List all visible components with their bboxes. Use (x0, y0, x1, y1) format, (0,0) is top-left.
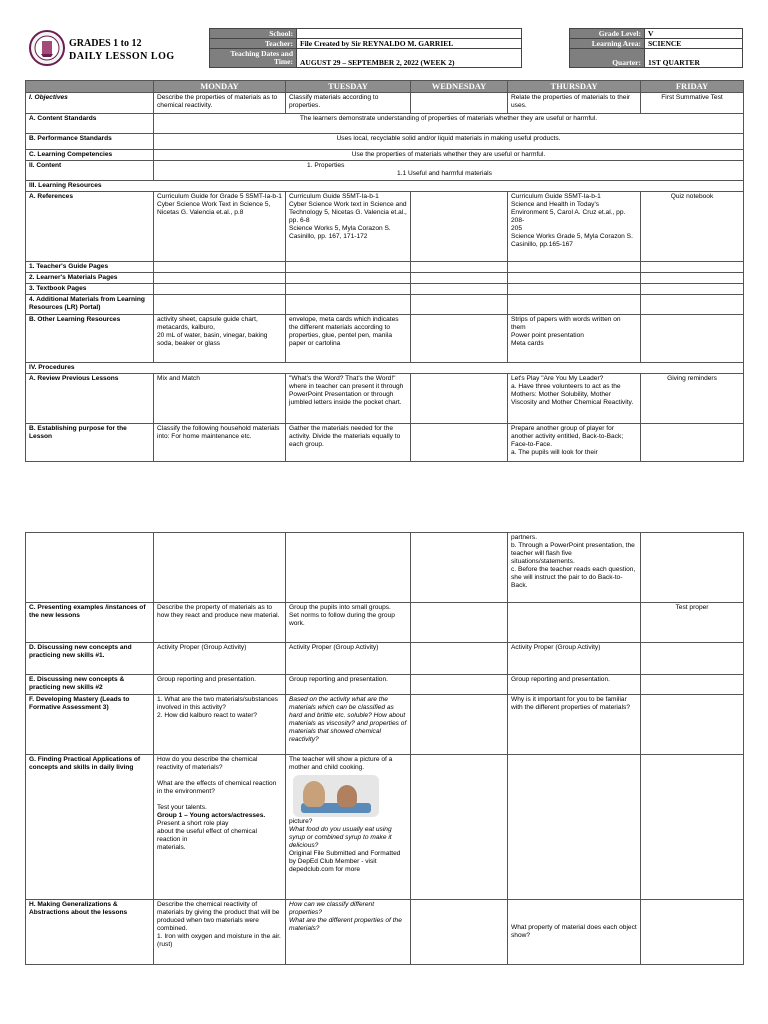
cell-monday: activity sheet, capsule guide chart, metacards, kalburo, 20 mL of water, basin, vinegar, baking soda, beaker or glass (154, 315, 286, 363)
cell-wednesday (411, 900, 508, 965)
cell-thursday: partners. b. Through a PowerPoint presentation, the teacher will flash five situations/statements. c. Before the teacher reads each question, she will instruct the pair to do Back-to-Back. (508, 533, 641, 603)
lesson-log-header (25, 28, 743, 72)
row-label: C. Learning Competencies (26, 150, 154, 161)
cell-monday: Classify the following household materials into: For home maintenance etc. (154, 424, 286, 462)
row-label: B. Establishing purpose for the Lesson (26, 424, 154, 462)
teachers-guide-row (26, 262, 744, 273)
cell-monday: Curriculum Guide for Grade 5 S5MT-Ia-b-1 Cyber Science Work Text in Science 5, Nicetas G. Valencia et.al., p.8 (154, 192, 286, 262)
day-header-wednesday: WEDNESDAY (411, 81, 508, 93)
cell-thursday: Activity Proper (Group Activity) (508, 643, 641, 675)
row-label: I. Objectives (26, 93, 154, 114)
row-label: B. Performance Standards (26, 134, 154, 150)
corner-header (26, 81, 154, 93)
cell-friday (641, 273, 744, 284)
cell-monday (154, 273, 286, 284)
cell-friday (641, 295, 744, 315)
cell-thursday: Curriculum Guide S5MT-Ia-b-1 Science and Health in Today's Environment 5, Carol A. Cruz et.al., pp. 208- 205 Science Works Grade 5, Myla Corazon S. Casinillo, pp.165-167 (508, 192, 641, 262)
cell-tuesday: Activity Proper (Group Activity) (286, 643, 411, 675)
cell-thursday: Group reporting and presentation. (508, 675, 641, 695)
lesson-log-table-page2 (25, 532, 744, 965)
applications-tuesday-intro: The teacher will show a picture of a mother and child cooking. (289, 756, 393, 772)
cell-wednesday (411, 295, 508, 315)
cell-friday: Giving reminders (641, 374, 744, 424)
applications-tuesday-prompt: What food do you usually eat using syrup or combined syrup to make it delicious? (289, 826, 392, 850)
day-header-friday: FRIDAY (641, 81, 744, 93)
row-label: D. Discussing new concepts and practicing new skills #1. (26, 643, 154, 675)
row-label (26, 533, 154, 603)
applications-monday-questions: How do you describe the chemical reactivity of materials? What are the effects of chemical reaction in the environment? Test your talents. (157, 756, 277, 812)
discussing-2-row (26, 675, 744, 695)
cell-friday: Quiz notebook (641, 192, 744, 262)
row-label: F. Developing Mastery (Leads to Formative Assessment 3) (26, 695, 154, 755)
cell-tuesday: envelope, meta cards which indicates the different materials according to properties, glue, pentel pen, manila paper or cartolina (286, 315, 411, 363)
row-label: A. References (26, 192, 154, 262)
cell-friday (641, 315, 744, 363)
performance-standards-row (26, 134, 744, 150)
cell-monday (154, 755, 286, 900)
content-standards-row (26, 114, 744, 134)
cell-wednesday (411, 315, 508, 363)
practical-applications-row (26, 755, 744, 900)
cell-tuesday: Classify materials according to properties. (286, 93, 411, 114)
cell-tuesday (286, 755, 411, 900)
cell-tuesday (286, 273, 411, 284)
cell-tuesday (286, 295, 411, 315)
cell-friday: Test proper (641, 603, 744, 643)
day-header-thursday: THURSDAY (508, 81, 641, 93)
cell-monday (154, 533, 286, 603)
cell-wednesday (411, 273, 508, 284)
cell-wednesday (411, 603, 508, 643)
procedures-row (26, 363, 744, 374)
content-row (26, 161, 744, 181)
references-row (26, 192, 744, 262)
cell-thursday (508, 295, 641, 315)
competencies-row (26, 150, 744, 161)
lesson-log-table-page1 (25, 80, 744, 462)
header-spacer (521, 39, 569, 49)
cell-wednesday (411, 284, 508, 295)
cell-wednesday (411, 675, 508, 695)
cell-thursday: Why is it important for you to be familiar with the different properties of materials? (508, 695, 641, 755)
mother-and-child-cooking-image (293, 775, 379, 817)
teaching-dates-label: Teaching Dates and Time: (210, 49, 297, 68)
form-title-line2: DAILY LESSON LOG (69, 51, 175, 62)
applications-tuesday-question: picture? (289, 818, 313, 826)
generalizations-row (26, 900, 744, 965)
cell-thursday: Let's Play "Are You My Leader? a. Have three volunteers to act as the Mothers: Mother Solubility, Mother Viscosity and Mother Chemical Reactivity. (508, 374, 641, 424)
cell-thursday (508, 603, 641, 643)
cell-friday (641, 424, 744, 462)
cell-tuesday: Based on the activity what are the materials which can be classified as hard and brittle etc. soluble? How about materials as viscosity? and properties of materials that showed chemical reactivity? (286, 695, 411, 755)
deped-seal-icon (29, 30, 65, 66)
additional-materials-row (26, 295, 744, 315)
cell-tuesday (286, 533, 411, 603)
cell-friday (641, 755, 744, 900)
content-cell (154, 161, 744, 181)
cell-monday (154, 295, 286, 315)
cell-wednesday (411, 533, 508, 603)
learning-resources-row (26, 181, 744, 192)
row-label: 3. Textbook Pages (26, 284, 154, 295)
row-label: 2. Learner's Materials Pages (26, 273, 154, 284)
teacher-value: File Created by Sir REYNALDO M. GARRIEL (297, 39, 522, 49)
discussing-1-row (26, 643, 744, 675)
row-label: C. Presenting examples /instances of the new lessons (26, 603, 154, 643)
competencies-text: Use the properties of materials whether they are useful or harmful. (154, 150, 744, 161)
cell-tuesday: Curriculum Guide S5MT-Ia-b-1 Cyber Science Work text in Science and Technology 5, Nicetas G. Valencia et.al., pp. 6-8 Science Works 5, Myla Corazon S. Casinillo, pp. 167, 171-172 (286, 192, 411, 262)
cell-thursday (508, 284, 641, 295)
performance-standards-text: Uses local, recyclable solid and/or liquid materials in making useful products. (154, 134, 744, 150)
textbook-row (26, 284, 744, 295)
cell-monday: 1. What are the two materials/substances involved in this activity? 2. How did kalburo react to water? (154, 695, 286, 755)
cell-tuesday: Group the pupils into small groups. Set norms to follow during the group work. (286, 603, 411, 643)
header-spacer (521, 29, 569, 39)
cell-thursday (508, 273, 641, 284)
cell-wednesday (411, 695, 508, 755)
cell-monday: Describe the chemical reactivity of materials by giving the product that will be produced when two materials were combined. 1. Iron with oxygen and moisture in the air. (rust) (154, 900, 286, 965)
cell-friday (641, 675, 744, 695)
row-label: 1. Teacher's Guide Pages (26, 262, 154, 273)
objectives-row (26, 93, 744, 114)
cell-friday: First Summative Test (641, 93, 744, 114)
cell-tuesday: Gather the materials needed for the activity. Divide the materials equally to each group. (286, 424, 411, 462)
applications-tuesday-credit: Original File Submitted and Formatted by DepEd Club Member - visit depedclub.com for more (289, 850, 401, 874)
quarter-label: Quarter: (570, 49, 645, 68)
content-standards-text: The learners demonstrate understanding of properties of materials whether they are useful or harmful. (154, 114, 744, 134)
day-header-row (26, 81, 744, 93)
grade-level-value: V (644, 29, 742, 39)
cell-wednesday (411, 643, 508, 675)
cell-wednesday (411, 374, 508, 424)
row-label: IV. Procedures (26, 363, 744, 374)
cell-friday (641, 533, 744, 603)
row-label: H. Making Generalizations & Abstractions about the lessons (26, 900, 154, 965)
establishing-purpose-row (26, 424, 744, 462)
row-label: 4. Additional Materials from Learning Resources (LR) Portal) (26, 295, 154, 315)
cell-wednesday (411, 192, 508, 262)
row-label: III. Learning Resources (26, 181, 744, 192)
row-label: E. Discussing new concepts & practicing new skills #2 (26, 675, 154, 695)
form-title-line1: GRADES 1 to 12 (69, 38, 142, 49)
header-spacer (521, 49, 569, 68)
learners-materials-row (26, 273, 744, 284)
cell-monday: Mix and Match (154, 374, 286, 424)
cell-thursday (508, 755, 641, 900)
other-resources-row (26, 315, 744, 363)
presenting-examples-row (26, 603, 744, 643)
cell-friday (641, 643, 744, 675)
cell-wednesday (411, 93, 508, 114)
quarter-value: 1ST QUARTER (644, 49, 742, 68)
school-label: School: (210, 29, 297, 39)
row-label: G. Finding Practical Applications of concepts and skills in daily living (26, 755, 154, 900)
content-line2: 1.1 Useful and harmful materials (397, 170, 492, 178)
cell-monday (154, 262, 286, 273)
day-header-tuesday: TUESDAY (286, 81, 411, 93)
applications-monday-group: Group 1 – Young actors/actresses. (157, 812, 266, 820)
teacher-label: Teacher: (210, 39, 297, 49)
cell-wednesday (411, 755, 508, 900)
cell-tuesday (286, 284, 411, 295)
row-label: B. Other Learning Resources (26, 315, 154, 363)
cell-thursday: Prepare another group of player for another activity entitled, Back-to-Back; Face-to-Face. a. The pupils will look for their (508, 424, 641, 462)
cell-monday: Activity Proper (Group Activity) (154, 643, 286, 675)
cell-monday: Group reporting and presentation. (154, 675, 286, 695)
cell-wednesday (411, 424, 508, 462)
row-label: A. Review Previous Lessons (26, 374, 154, 424)
cell-monday: Describe the properties of materials as to chemical reactivity. (154, 93, 286, 114)
cell-tuesday: Group reporting and presentation. (286, 675, 411, 695)
cell-tuesday: How can we classify different properties? What are the different properties of the materials? (286, 900, 411, 965)
cell-friday (641, 284, 744, 295)
teaching-dates-value: AUGUST 29 – SEPTEMBER 2, 2022 (WEEK 2) (297, 49, 522, 68)
cell-thursday: Strips of papers with words written on them Power point presentation Meta cards (508, 315, 641, 363)
row-label: II. Content (26, 161, 154, 181)
content-line1: 1. Properties (307, 162, 345, 170)
review-row (26, 374, 744, 424)
cell-thursday: What property of material does each object show? (508, 900, 641, 965)
cell-tuesday (286, 262, 411, 273)
school-value (297, 29, 522, 39)
cell-thursday (508, 262, 641, 273)
developing-mastery-row (26, 695, 744, 755)
cell-friday (641, 900, 744, 965)
cell-friday (641, 262, 744, 273)
establishing-purpose-continued-row (26, 533, 744, 603)
cell-thursday: Relate the properties of materials to their uses. (508, 93, 641, 114)
day-header-monday: MONDAY (154, 81, 286, 93)
cell-monday (154, 284, 286, 295)
learning-area-value: SCIENCE (644, 39, 742, 49)
cell-friday (641, 695, 744, 755)
cell-tuesday: "What's the Word? That's the Word!" where in teacher can present it through PowerPoint Presentation or through jumbled letters inside the pocket chart. (286, 374, 411, 424)
row-label: A. Content Standards (26, 114, 154, 134)
grade-level-label: Grade Level: (570, 29, 645, 39)
header-info-table (209, 28, 743, 68)
learning-area-label: Learning Area: (570, 39, 645, 49)
cell-monday: Describe the property of materials as to how they react and produce new material. (154, 603, 286, 643)
applications-monday-task: Present a short role play about the useful effect of chemical reaction in materials. (157, 820, 257, 852)
cell-wednesday (411, 262, 508, 273)
